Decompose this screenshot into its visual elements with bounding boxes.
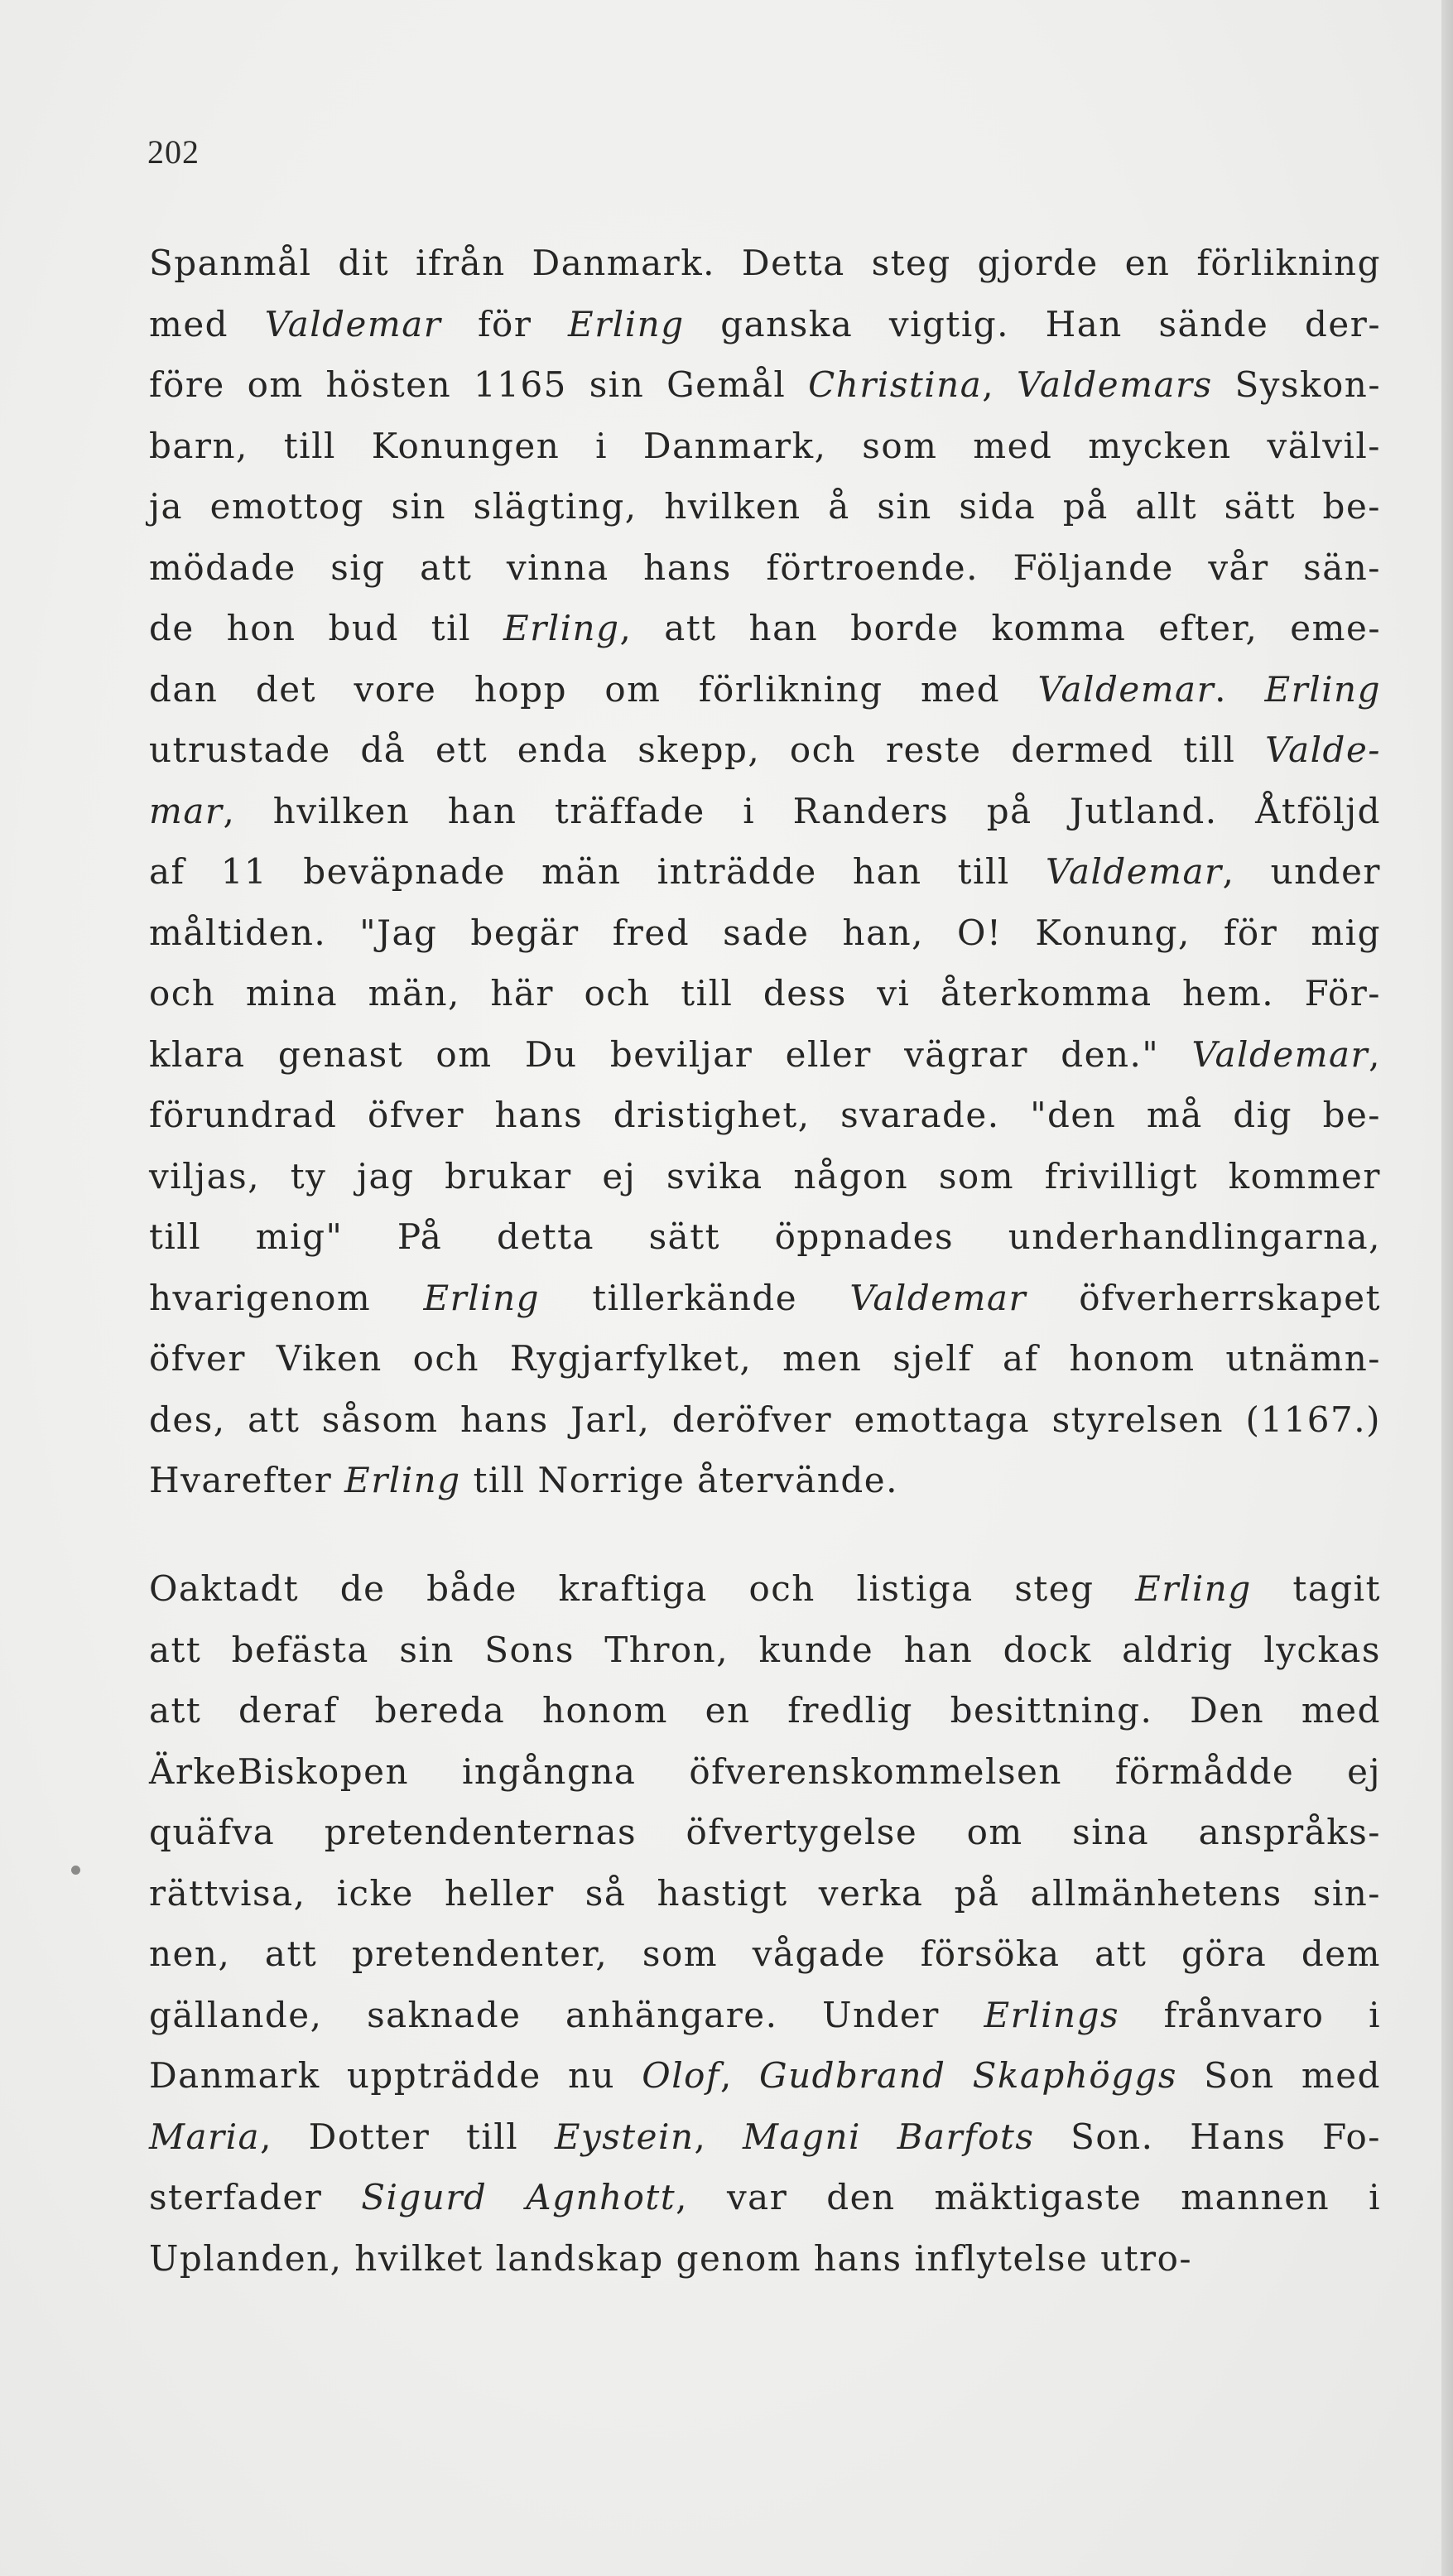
text-run: Oaktadt de både kraftiga och listiga steg — [149, 1568, 1136, 1609]
text-run: för — [441, 304, 569, 344]
text-line — [149, 2046, 1381, 2106]
text-line — [149, 782, 1381, 841]
text-run: , under — [1222, 851, 1382, 892]
text-run: Son. Hans Fo- — [1034, 2116, 1381, 2157]
text-run: gällande, saknade anhängare. Under — [149, 1995, 984, 2035]
text-run: till mig" På detta sätt öppnades underhandlingarna, — [149, 1216, 1381, 1257]
text-run: hvarigenom — [149, 1278, 424, 1318]
page-number: 202 — [147, 133, 200, 171]
text-run: öfver Viken och Rygjarfylket, men sjelf af honom utnämn- — [149, 1338, 1381, 1379]
text-run: Danmark uppträdde nu — [149, 2055, 642, 2096]
text-run: barn, till Konungen i Danmark, som med mycken välvil- — [149, 426, 1381, 466]
text-line — [149, 1620, 1381, 1680]
text-run: klara genast om Du beviljar eller vägrar den." — [149, 1034, 1192, 1075]
italic-name: Erling — [568, 304, 685, 344]
text-line — [149, 660, 1381, 720]
text-run: rättvisa, icke heller så hastigt verka på allmänhetens sin- — [149, 1873, 1381, 1914]
text-run: viljas, ty jag brukar ej svika någon som frivilligt kommer — [149, 1156, 1381, 1197]
text-run: öfverherrskapet — [1027, 1278, 1381, 1318]
text-run: Syskon- — [1212, 364, 1382, 405]
text-line — [149, 1864, 1381, 1924]
text-line — [149, 903, 1381, 963]
text-line — [149, 1451, 1381, 1510]
text-run: , att han borde komma efter, eme- — [619, 608, 1382, 648]
text-run: med — [149, 304, 265, 344]
italic-name: Eystein — [554, 2116, 695, 2157]
text-run: tagit — [1251, 1568, 1381, 1609]
text-line — [149, 1742, 1381, 1802]
text-run: quäfva pretendenternas öfvertygelse om sina anspråks- — [149, 1812, 1381, 1852]
text-run: till Norrige återvände. — [460, 1460, 898, 1500]
italic-name: Valde- — [1265, 729, 1381, 770]
text-line — [149, 1329, 1381, 1389]
text-line — [149, 964, 1381, 1023]
text-run: . — [1215, 669, 1265, 710]
text-line — [149, 720, 1381, 780]
text-run: sterfader — [149, 2177, 362, 2217]
text-line — [149, 295, 1381, 354]
text-run: förundrad öfver hans dristighet, svarade. "den må dig be- — [149, 1095, 1381, 1135]
italic-name: Erling — [423, 1278, 541, 1318]
text-run: , Dotter till — [260, 2116, 555, 2157]
text-line — [149, 538, 1381, 598]
italic-name: Gudbrand Skaphöggs — [759, 2055, 1177, 2096]
text-run: Son med — [1176, 2055, 1381, 2096]
italic-name: Sigurd Agnhott — [361, 2177, 676, 2217]
text-line — [149, 1025, 1381, 1085]
text-run: tillerkände — [540, 1278, 850, 1318]
text-run: ÄrkeBiskopen ingångna öfverenskommelsen förmådde ej — [149, 1751, 1381, 1792]
italic-name: Erling — [1135, 1568, 1252, 1609]
text-run: , hvilken han träffade i Randers på Jutland. Åtföljd — [223, 791, 1381, 831]
text-run: des, att såsom hans Jarl, deröfver emottaga styrelsen (1167.) — [149, 1399, 1381, 1440]
text-run: , — [1369, 1034, 1381, 1075]
text-line — [149, 2107, 1381, 2167]
italic-name: Valdemars — [1016, 364, 1213, 405]
text-line — [149, 234, 1381, 293]
text-run: ganska vigtig. Han sände der- — [684, 304, 1382, 344]
text-run: före om hösten 1165 sin Gemål — [149, 364, 809, 405]
text-line — [149, 1803, 1381, 1862]
text-line — [149, 477, 1381, 537]
text-run: , — [982, 364, 1017, 405]
text-line — [149, 1086, 1381, 1145]
text-line — [149, 2229, 1381, 2289]
italic-name: Maria — [149, 2116, 261, 2157]
text-line — [149, 1390, 1381, 1450]
italic-name: mar — [149, 791, 224, 831]
italic-name: Christina — [808, 364, 983, 405]
text-run: de hon bud til — [149, 608, 503, 648]
text-run: måltiden. "Jag begär fred sade han, O! Konung, för mig — [149, 912, 1381, 953]
text-line — [149, 1681, 1381, 1741]
text-line — [149, 1147, 1381, 1206]
text-line — [149, 1924, 1381, 1984]
text-run: dan det vore hopp om förlikning med — [149, 669, 1038, 710]
italic-name: Erling — [1264, 669, 1381, 710]
text-line — [149, 1269, 1381, 1328]
italic-name: Olof — [642, 2055, 720, 2096]
text-run: , — [719, 2055, 760, 2096]
italic-name: Valdemar — [264, 304, 442, 344]
text-line — [149, 1207, 1381, 1267]
text-line — [149, 2168, 1381, 2227]
text-line — [149, 842, 1381, 902]
text-run: Uplanden, hvilket landskap genom hans inflytelse utro- — [149, 2238, 1193, 2279]
text-run: , — [694, 2116, 743, 2157]
italic-name: Erling — [503, 608, 620, 648]
text-run: ja emottog sin slägting, hvilken å sin sida på allt sätt be- — [149, 486, 1381, 527]
italic-name: Magni Barfots — [743, 2116, 1035, 2157]
text-run: af 11 beväpnade män inträdde han till — [149, 851, 1046, 892]
italic-name: Erlings — [984, 1995, 1120, 2035]
text-run: utrustade då ett enda skepp, och reste dermed till — [149, 729, 1266, 770]
text-run: mödade sig att vinna hans förtroende. Följande vår sän- — [149, 547, 1381, 588]
text-run: och mina män, här och till dess vi återkomma hem. För- — [149, 973, 1381, 1014]
text-run: nen, att pretendenter, som vågade försöka att göra dem — [149, 1933, 1381, 1974]
italic-name: Valdemar — [849, 1278, 1027, 1318]
text-line — [149, 416, 1381, 476]
text-run: att deraf bereda honom en fredlig besittning. Den med — [149, 1690, 1381, 1731]
text-run: , var den mäktigaste mannen i — [676, 2177, 1382, 2217]
text-line — [149, 355, 1381, 415]
text-run: Spanmål dit ifrån Danmark. Detta steg gjorde en förlikning — [149, 243, 1381, 283]
italic-name: Erling — [344, 1460, 461, 1500]
text-run: att befästa sin Sons Thron, kunde han dock aldrig lyckas — [149, 1630, 1381, 1670]
text-run: frånvaro i — [1119, 1995, 1381, 2035]
text-run: Hvarefter — [149, 1460, 345, 1500]
text-line — [149, 599, 1381, 658]
italic-name: Valdemar — [1191, 1034, 1369, 1075]
text-line — [149, 1986, 1381, 2045]
text-line — [149, 1559, 1381, 1619]
italic-name: Valdemar — [1037, 669, 1215, 710]
italic-name: Valdemar — [1045, 851, 1223, 892]
